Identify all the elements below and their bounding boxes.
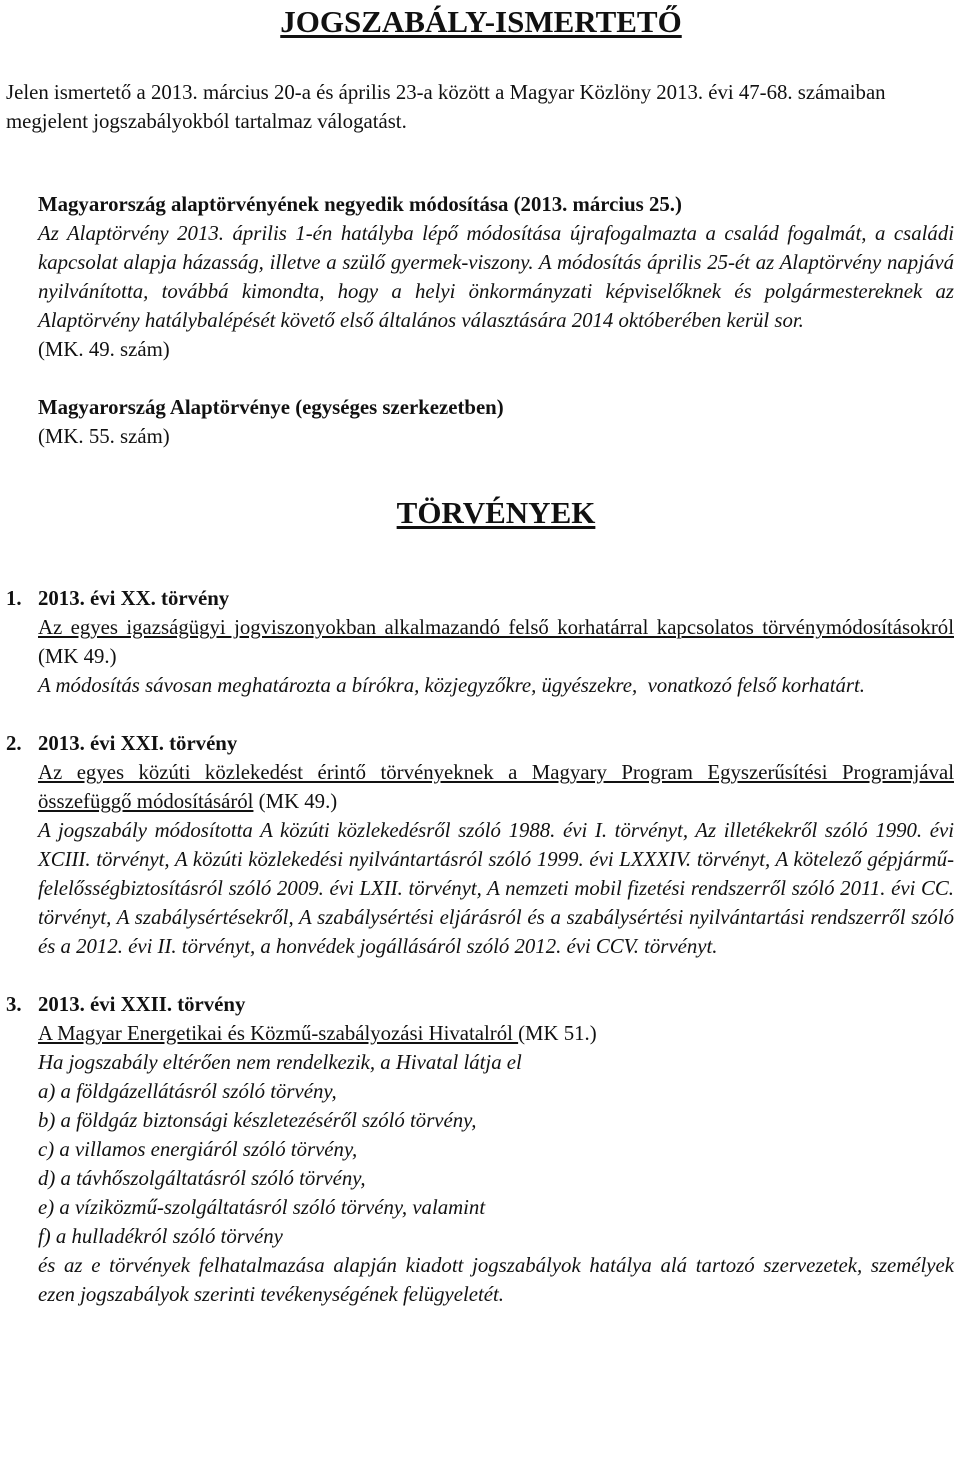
- list-item: a) a földgázellátásról szóló törvény,: [38, 1080, 337, 1103]
- law-title: [38, 1019, 954, 1048]
- spacer: [38, 961, 954, 990]
- spacer: [38, 532, 954, 584]
- list-item: d) a távhőszolgáltatásról szóló törvény,: [38, 1167, 366, 1190]
- law-title-text: Az egyes közúti közlekedést érintő törvényeknek a Magyary Program Egyszerűsítési Programjával összefüggő módosításáról: [38, 761, 954, 813]
- list-item: f) a hulladékról szóló törvény: [38, 1225, 283, 1248]
- list-item: e) a víziközmű-szolgáltatásról szóló törvény, valamint: [38, 1196, 486, 1219]
- law-title: [38, 758, 954, 816]
- law-entry-2: [6, 729, 954, 961]
- law-title-reference: (MK 51.): [518, 1022, 597, 1045]
- law-summary-intro: Ha jogszabály eltérően nem rendelkezik, a Hivatal látja el: [38, 1051, 522, 1074]
- law-title: [38, 613, 954, 671]
- law-designation: 2013. évi XX. törvény: [38, 587, 230, 610]
- list-item: c) a villamos energiáról szóló törvény,: [38, 1138, 358, 1161]
- law-designation: 2013. évi XXII. törvény: [38, 993, 246, 1016]
- law-heading: [6, 584, 954, 613]
- amendment-block: [38, 190, 954, 364]
- document-title: JOGSZABÁLY-ISMERTETŐ: [280, 4, 682, 39]
- law-entry-3: [6, 990, 954, 1309]
- law-summary: A módosítás sávosan meghatározta a bírókra, közjegyzőkre, ügyészekre, vonatkozó felső korhatárt.: [38, 674, 865, 697]
- law-number: 1.: [6, 587, 22, 610]
- amendment-heading: Magyarország alaptörvényének negyedik módosítása (2013. március 25.): [38, 193, 682, 216]
- amendment-body: Az Alaptörvény 2013. április 1-én hatályba lépő módosítása újrafogalmazta a család fogalmát, a családi kapcsolat alapja házasság, illetve a szülő gyermek-viszony. A módosítás április 25-ét az Alaptörvény napjává nyilvánította, továbbá kimondta, hogy a helyi önkormányzati képviselőknek és polgármestereknek az Alaptörvény hatálybalépését követő első általános választására 2014 októberében kerül sor.: [38, 222, 954, 332]
- law-entry-1: [6, 584, 954, 700]
- law-title-text: Az egyes igazságügyi jogviszonyokban alkalmazandó felső korhatárral kapcsolatos törvénymódosításokról: [38, 616, 954, 639]
- spacer: [38, 364, 954, 393]
- law-number: 3.: [6, 993, 22, 1016]
- law-summary: A jogszabály módosította A közúti közlekedésről szóló 1988. évi I. törvényt, Az illetékekről szóló 1990. évi XCIII. törvényt, A közúti közlekedési nyilvántartásról szóló 1999. évi LXXXIV. törvényt, A kötelező gépjármű-felelősségbiztosításról szóló 2009. évi LXII. törvényt, A nemzeti mobil fizetési rendszerről szóló 2011. évi CC. törvényt, A szabálysértésekről, A szabálysértési eljárásról és a szabálysértési nyilvántartási rendszerről szóló és a 2012. évi II. törvényt, a honvédek jogállásáról szóló 2012. évi CCV. törvényt.: [38, 819, 954, 958]
- law-title-text: A Magyar Energetikai és Közmű-szabályozási Hivatalról: [38, 1022, 519, 1045]
- law-summary-tail: és az e törvények felhatalmazása alapján kiadott jogszabályok hatálya alá tartozó szervezetek, személyek ezen jogszabályok szerinti tevékenységének felügyeletét.: [38, 1254, 954, 1306]
- amendment-reference: (MK. 49. szám): [38, 338, 170, 361]
- law-designation: 2013. évi XXI. törvény: [38, 732, 238, 755]
- law-title-reference: (MK 49.): [38, 645, 117, 668]
- section-title-torvenyek: TÖRVÉNYEK: [396, 495, 596, 530]
- consolidated-heading: Magyarország Alaptörvénye (egységes szerkezetben): [38, 396, 504, 419]
- spacer: [38, 136, 954, 191]
- consolidated-block: [38, 393, 954, 451]
- intro-paragraph: Jelen ismertető a 2013. március 20-a és április 23-a között a Magyar Közlöny 2013. évi 47-68. számaiban megjelent jogszabályokból tartalmaz válogatást.: [6, 81, 886, 133]
- law-heading: [6, 990, 954, 1019]
- list-item: b) a földgáz biztonsági készletezéséről szóló törvény,: [38, 1109, 477, 1132]
- law-heading: [6, 729, 954, 758]
- law-title-reference: (MK 49.): [253, 790, 338, 813]
- law-number: 2.: [6, 732, 22, 755]
- consolidated-reference: (MK. 55. szám): [38, 425, 170, 448]
- spacer: [38, 700, 954, 729]
